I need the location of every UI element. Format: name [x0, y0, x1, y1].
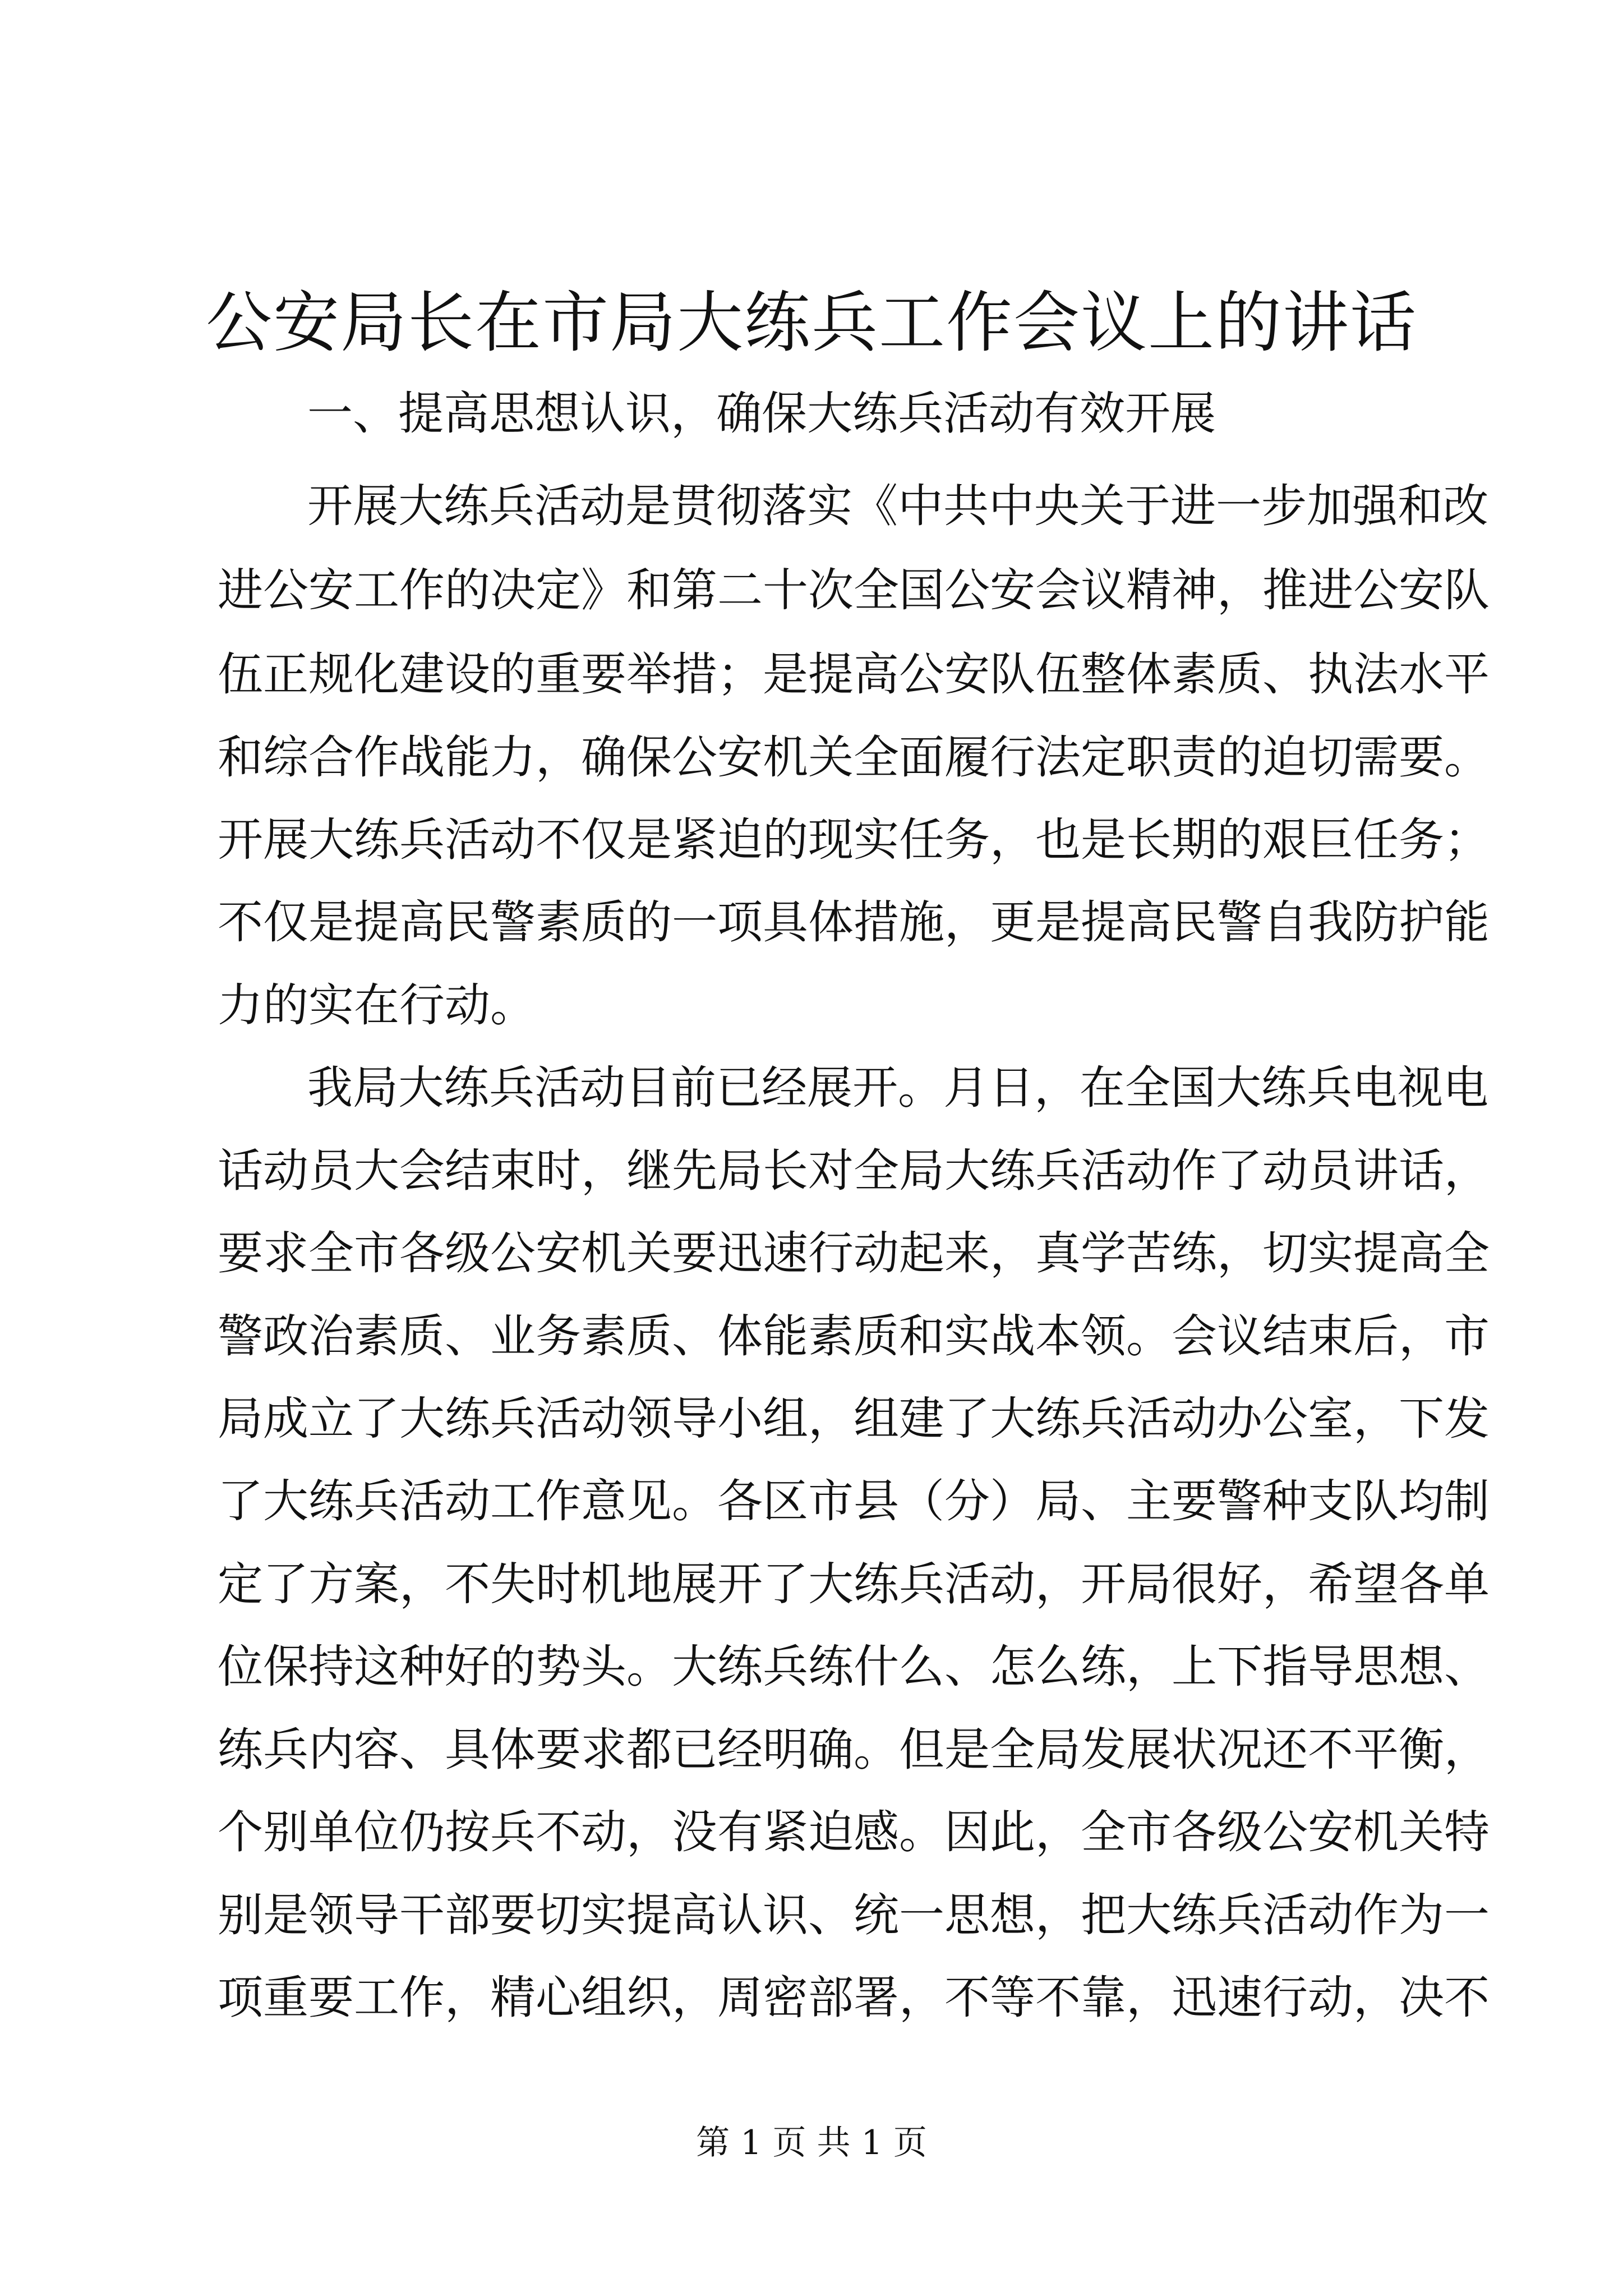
paragraph-2-line-9: 练兵内容、具体要求都已经明确。但是全局发展状况还不平衡，	[218, 1724, 1490, 1777]
paragraph-1-line-2: 进公安工作的决定》和第二十次全国公安会议精神，推进公安队	[218, 564, 1490, 617]
paragraph-1-line-3: 伍正规化建设的重要举措；是提高公安队伍整体素质、执法水平	[218, 648, 1490, 701]
section-heading: 一、提高思想认识，确保大练兵活动有效开展	[307, 388, 1216, 440]
paragraph-1-line-4: 和综合作战能力，确保公安机关全面履行法定职责的迫切需要。	[218, 731, 1490, 784]
document-title: 公安局长在市局大练兵工作会议上的讲话	[205, 284, 1417, 361]
paragraph-2-line-5: 局成立了大练兵活动领导小组，组建了大练兵活动办公室，下发	[218, 1393, 1490, 1446]
paragraph-1-line-1: 开展大练兵活动是贯彻落实《中共中央关于进一步加强和改	[307, 480, 1489, 533]
paragraph-2-line-6: 了大练兵活动工作意见。各区市县（分）局、主要警种支队均制	[218, 1475, 1490, 1528]
paragraph-2-line-2: 话动员大会结束时，继先局长对全局大练兵活动作了动员讲话，	[218, 1145, 1490, 1198]
paragraph-2-line-12: 项重要工作，精心组织，周密部署，不等不靠，迅速行动，决不	[218, 1972, 1490, 2024]
paragraph-1-line-6: 不仅是提高民警素质的一项具体措施，更是提高民警自我防护能	[218, 896, 1490, 949]
paragraph-1-line-5: 开展大练兵活动不仅是紧迫的现实任务，也是长期的艰巨任务；	[218, 814, 1490, 867]
paragraph-2-line-7: 定了方案，不失时机地展开了大练兵活动，开局很好，希望各单	[218, 1558, 1490, 1611]
paragraph-2-line-8: 位保持这种好的势头。大练兵练什么、怎么练，上下指导思想、	[218, 1641, 1490, 1694]
paragraph-2-line-11: 别是领导干部要切实提高认识、统一思想，把大练兵活动作为一	[218, 1889, 1490, 1942]
paragraph-2-line-1: 我局大练兵活动目前已经展开。月日，在全国大练兵电视电	[307, 1062, 1489, 1115]
page-footer: 第 1 页 共 1 页	[696, 2123, 927, 2162]
paragraph-1-line-7: 力的实在行动。	[218, 979, 536, 1032]
paragraph-2-line-3: 要求全市各级公安机关要迅速行动起来，真学苦练，切实提高全	[218, 1227, 1490, 1280]
paragraph-2-line-10: 个别单位仍按兵不动，没有紧迫感。因此，全市各级公安机关特	[218, 1806, 1490, 1859]
paragraph-2-line-4: 警政治素质、业务素质、体能素质和实战本领。会议结束后，市	[218, 1310, 1490, 1363]
